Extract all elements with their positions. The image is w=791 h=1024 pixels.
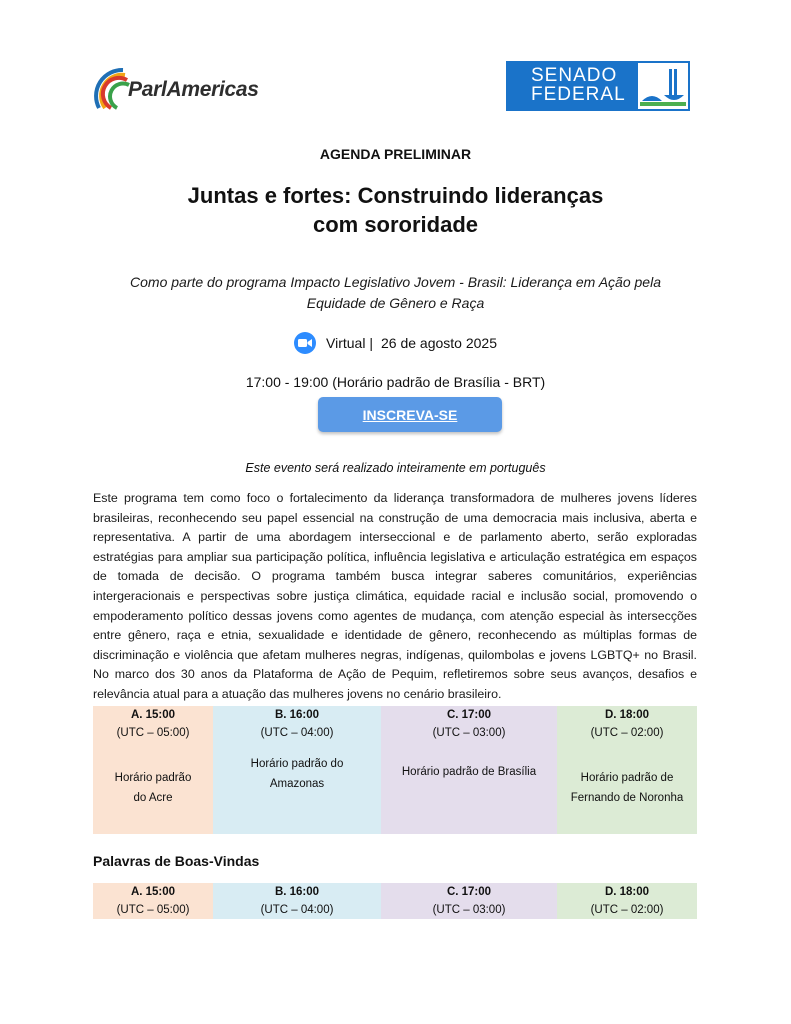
- tz-label-d-line2: Fernando de Noronha: [570, 792, 684, 804]
- tz-label-d-line1: Horário padrão de: [580, 772, 674, 784]
- program-description: Este programa tem como foco o fortalecimento da liderança transformadora de mulheres jovens líderes brasileiras, reconhecendo seu papel essencial na construção de uma democracia mais inclusiva, aberta e representativa. A partir de uma abordagem interseccional e de parlamento aberto, serão exploradas estratégias para ampliar sua participação política, influência legislativa e articulação estratégica em espaços de tomada de decisão. O programa também busca integrar saberes comunitários, experiências intergeracionais e perspectivas sobre justiça climática, equidade racial e inclusão social, promovendo o empoderamento político dessas jovens como agentes de mudança, com atenção especial às intersecções entre gênero, raça e etnia, sexualidade e identidade de gênero, reconhecendo as múltiplas formas de discriminação e violência que afetam mulheres negras, indígenas, quilombolas e jovens LGBTQ+ no Brasil. No marco dos 30 anos da Plataforma de Ação de Pequim, refletiremos sobre seus avanços, desafios e relevância atual para a atuação das mulheres jovens no cenário brasileiro.: [93, 491, 697, 701]
- tz-label-a-line2: do Acre: [133, 792, 173, 804]
- event-title-line2: com sororidade: [312, 212, 479, 237]
- tz-utc-a: (UTC – 05:00): [93, 724, 213, 742]
- tz-label-c: [381, 742, 557, 834]
- event-date: 26 de agosto 2025: [380, 335, 497, 351]
- tz-label-b-line1: Horário padrão do: [250, 758, 344, 770]
- parlamericas-wordmark: ParlAmericas: [128, 78, 259, 101]
- congress-building-icon: [636, 61, 690, 111]
- event-mode-date: [0, 331, 791, 355]
- welcome-tz-time-b: B. 16:00: [213, 883, 381, 901]
- event-subtitle: [0, 272, 791, 314]
- tz-label-a: [93, 742, 213, 834]
- event-subtitle-line1: Como parte do programa Impacto Legislativo Jovem - Brasil: Liderança em Ação pela: [130, 274, 661, 290]
- event-mode: Virtual |: [326, 335, 373, 351]
- tz-label-b: [213, 742, 381, 834]
- agenda-label: AGENDA PRELIMINAR: [319, 146, 472, 162]
- welcome-tz-utc-a: (UTC – 05:00): [93, 901, 213, 919]
- section-welcome-heading: Palavras de Boas-Vindas: [93, 853, 260, 869]
- event-title-line1: Juntas e fortes: Construindo lideranças: [187, 183, 604, 208]
- welcome-tz-time-a: A. 15:00: [93, 883, 213, 901]
- event-time: 17:00 - 19:00 (Horário padrão de Brasília - BRT): [245, 374, 546, 390]
- tz-time-c: C. 17:00: [381, 706, 557, 724]
- tz-label-b-line2: Amazonas: [269, 778, 325, 790]
- tz-label-d: [557, 742, 697, 834]
- senado-federal-logo: [506, 61, 690, 111]
- tz-utc-c: (UTC – 03:00): [381, 724, 557, 742]
- welcome-tz-utc-b: (UTC – 04:00): [213, 901, 381, 919]
- event-title: [0, 181, 791, 239]
- tz-time-d: D. 18:00: [557, 706, 697, 724]
- tz-label-c-line1: Horário padrão de Brasília: [401, 766, 537, 778]
- welcome-timezone-table: [93, 883, 697, 919]
- tz-time-b: B. 16:00: [213, 706, 381, 724]
- tz-label-a-line1: Horário padrão: [114, 772, 192, 784]
- welcome-tz-utc-d: (UTC – 02:00): [557, 901, 697, 919]
- tz-utc-b: (UTC – 04:00): [213, 724, 381, 742]
- register-button[interactable]: INSCREVA-SE: [318, 397, 502, 432]
- timezone-table: [93, 706, 697, 834]
- tz-utc-d: (UTC – 02:00): [557, 724, 697, 742]
- tz-time-a: A. 15:00: [93, 706, 213, 724]
- language-note: Este evento será realizado inteiramente em português: [245, 461, 546, 475]
- welcome-tz-time-d: D. 18:00: [557, 883, 697, 901]
- event-subtitle-line2: Equidade de Gênero e Raça: [306, 295, 485, 311]
- welcome-tz-time-c: C. 17:00: [381, 883, 557, 901]
- senado-line2: FEDERAL: [531, 84, 626, 105]
- welcome-tz-utc-c: (UTC – 03:00): [381, 901, 557, 919]
- senado-line1: SENADO: [531, 65, 618, 86]
- video-camera-icon: [294, 332, 316, 354]
